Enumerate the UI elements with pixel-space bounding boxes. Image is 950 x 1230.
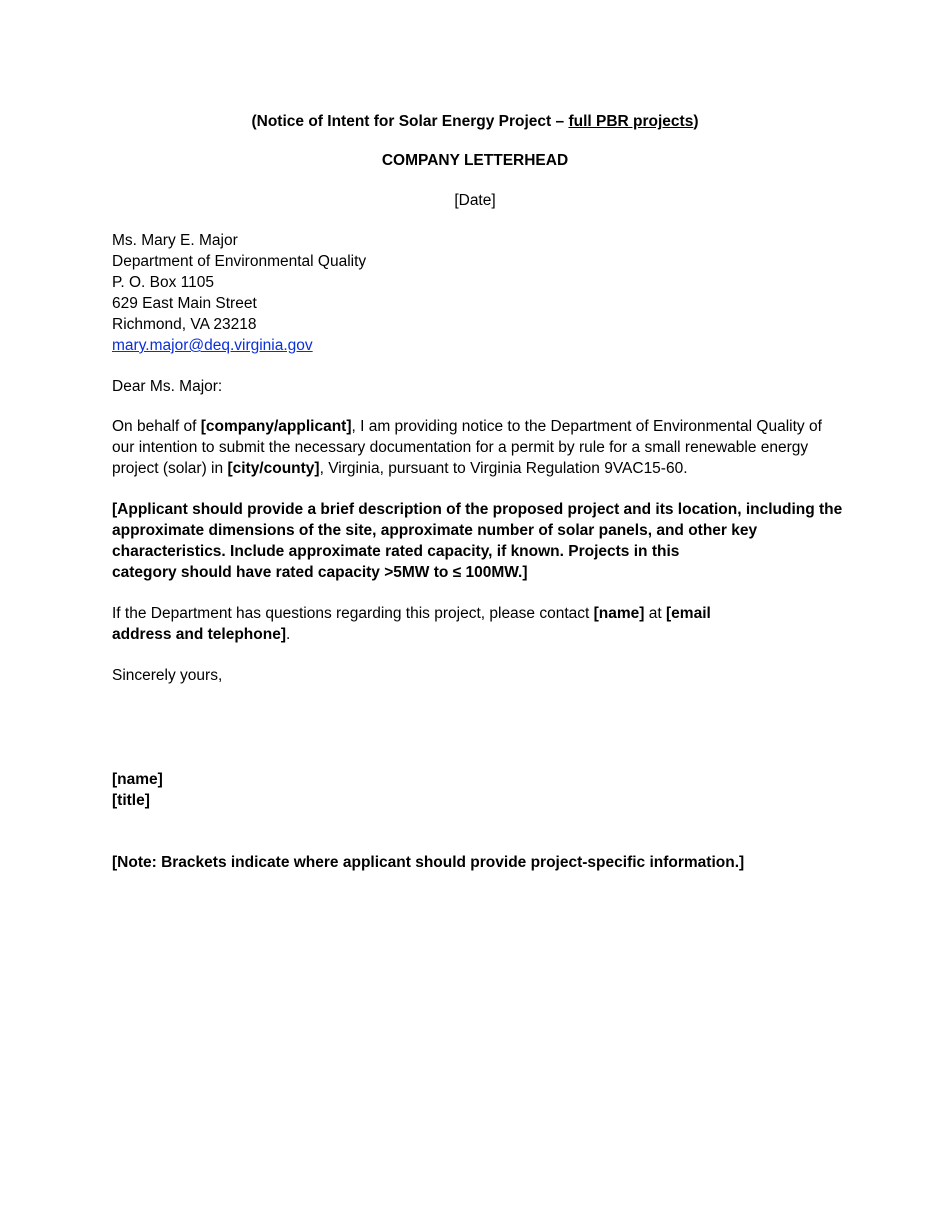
notice-title-underlined: full PBR projects bbox=[568, 113, 694, 130]
signature-block bbox=[112, 769, 842, 811]
paragraph-intent-line-1: On behalf of [company/applicant], I am providing notice to the Department of Environmental Quality of bbox=[112, 418, 822, 435]
signature-title: [title] bbox=[112, 792, 150, 809]
recipient-address bbox=[112, 230, 842, 356]
recipient-department: Department of Environmental Quality bbox=[112, 253, 367, 270]
contact-email-placeholder-end: address and telephone] bbox=[112, 626, 286, 643]
salutation: Dear Ms. Major: bbox=[112, 378, 223, 395]
contact-line-2: address and telephone]. bbox=[112, 626, 291, 643]
notice-title bbox=[0, 111, 950, 132]
paragraph-intent bbox=[112, 416, 842, 479]
date-placeholder: [Date] bbox=[454, 192, 496, 209]
contact-line-1: If the Department has questions regarding this project, please contact [name] at [email bbox=[112, 605, 711, 622]
recipient-email-link[interactable]: mary.major@deq.virginia.gov bbox=[112, 337, 313, 354]
description-line-4: category should have rated capacity >5MW to ≤ 100MW.] bbox=[112, 564, 528, 581]
paragraph-contact bbox=[112, 603, 842, 645]
paragraph-intent-line-3: project (solar) in [city/county], Virginia, pursuant to Virginia Regulation 9VAC15-60. bbox=[112, 460, 688, 477]
bracket-note: [Note: Brackets indicate where applicant should provide project-specific information.] bbox=[112, 854, 745, 871]
description-line-3: characteristics. Include approximate rated capacity, if known. Projects in this bbox=[112, 543, 680, 560]
recipient-city: Richmond, VA 23218 bbox=[112, 316, 257, 333]
paragraph-intent-line-2: our intention to submit the necessary documentation for a permit by rule for a small renewable energy bbox=[112, 439, 809, 456]
description-line-1: [Applicant should provide a brief description of the proposed project and its location, including the bbox=[112, 501, 843, 518]
notice-title-prefix: (Notice of Intent for Solar Energy Project – bbox=[251, 113, 569, 130]
recipient-name: Ms. Mary E. Major bbox=[112, 232, 238, 249]
recipient-street: 629 East Main Street bbox=[112, 295, 257, 312]
paragraph-project-description bbox=[112, 499, 842, 583]
closing: Sincerely yours, bbox=[112, 667, 223, 684]
contact-email-placeholder-start: [email bbox=[666, 605, 711, 622]
contact-name-placeholder: [name] bbox=[593, 605, 645, 622]
city-county-placeholder: [city/county] bbox=[227, 460, 320, 477]
recipient-po-box: P. O. Box 1105 bbox=[112, 274, 214, 291]
signature-name: [name] bbox=[112, 771, 163, 788]
company-letterhead: COMPANY LETTERHEAD bbox=[381, 152, 569, 169]
company-applicant-placeholder: [company/applicant] bbox=[200, 418, 352, 435]
description-line-2: approximate dimensions of the site, approximate number of solar panels, and other key bbox=[112, 522, 758, 539]
notice-title-suffix: ) bbox=[693, 113, 699, 130]
